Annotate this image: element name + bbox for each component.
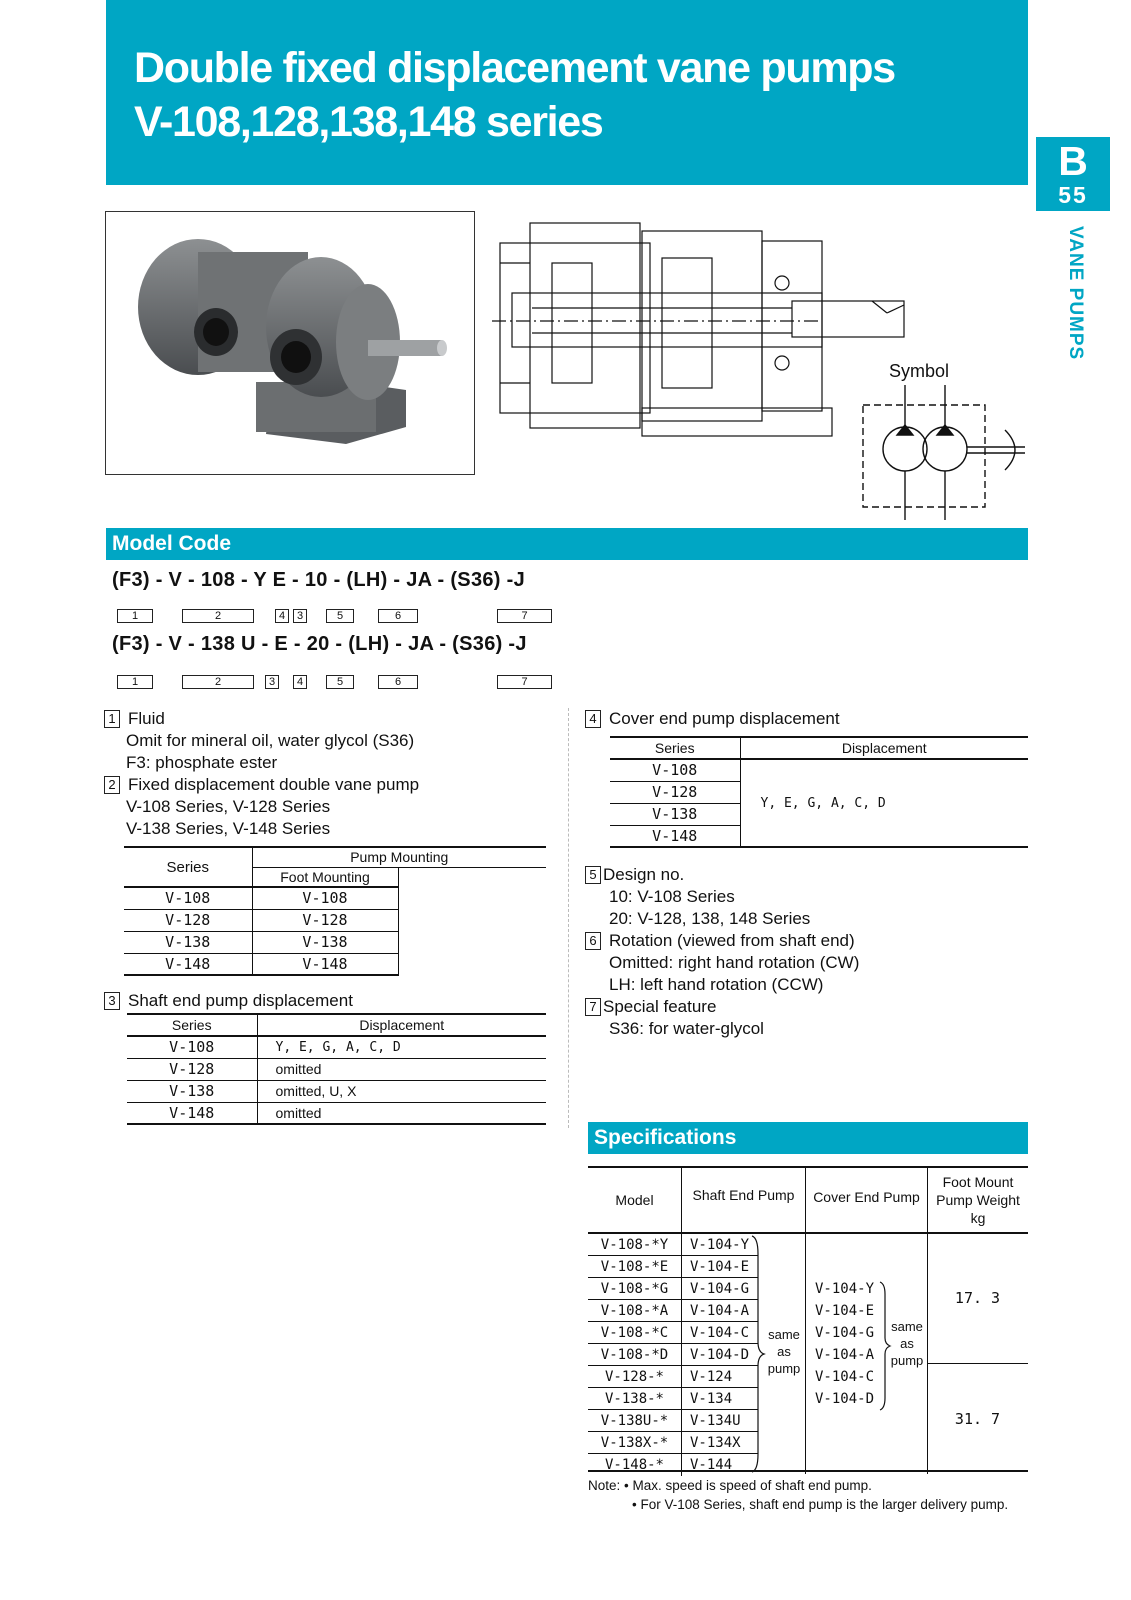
col-header-series: Series — [127, 1014, 257, 1036]
hydraulic-symbol — [855, 385, 1030, 520]
item-line: 10: V-108 Series — [609, 887, 735, 906]
cell-series: V-138 — [610, 803, 740, 825]
item-line: S36: for water-glycol — [609, 1019, 764, 1038]
section-letter: B — [1058, 138, 1088, 184]
table-row — [127, 1080, 546, 1102]
code2-box-1: 1 — [117, 675, 153, 689]
item-fluid — [104, 708, 564, 840]
cell-series: V-148 — [124, 953, 252, 975]
table-row — [124, 931, 546, 953]
code2-box-7: 7 — [497, 675, 552, 689]
col-header-pump-mounting: Pump Mounting — [252, 847, 546, 867]
item-number: 2 — [104, 776, 120, 794]
section-label: VANE PUMPS — [1065, 226, 1086, 361]
code1-box-4: 4 — [275, 609, 289, 623]
cell-shaft: V-134U — [682, 1410, 758, 1432]
cell-displacement: Y, E, G, A, C, D — [257, 1036, 546, 1058]
table-row — [127, 1058, 546, 1080]
table-row — [124, 953, 546, 975]
cell-series: V-138 — [127, 1080, 257, 1102]
page-title-line2: V-108,128,138,148 series — [134, 98, 603, 146]
cell-series: V-148 — [652, 826, 698, 845]
cell-model: V-108-*E — [588, 1256, 681, 1278]
weight-v128-148: 31. 7 — [954, 1410, 1001, 1428]
cell-model: V-108-*C — [588, 1322, 681, 1344]
cover-end-table — [610, 736, 1028, 848]
items-5-7 — [585, 864, 1025, 1040]
cell-shaft: V-104-E — [682, 1256, 758, 1278]
cell-shaft: V-104-Y — [682, 1234, 758, 1256]
cell-series: V-148 — [169, 1103, 215, 1122]
cell-cover: V-104-C — [815, 1369, 875, 1385]
item-number: 7 — [585, 998, 601, 1016]
same-as-pump-cover: same as pump — [890, 1319, 924, 1368]
cell-model: V-138U-* — [588, 1410, 681, 1432]
item-number: 1 — [104, 710, 120, 728]
table-row — [124, 887, 546, 909]
cell-model: V-108-*G — [588, 1278, 681, 1300]
model-code-example-2: (F3) - V - 138 U - E - 20 - (LH) - JA - (S36) -J — [112, 633, 527, 655]
col-header-shaft-end: Shaft End Pump — [681, 1168, 805, 1232]
item-line: F3: phosphate ester — [126, 753, 278, 772]
cell-displacement: omitted — [257, 1102, 546, 1124]
cell-mounting: V-128 — [252, 909, 398, 931]
cell-mounting: V-138 — [252, 931, 398, 953]
item-title: Design no. — [603, 865, 685, 884]
cell-shaft: V-104-D — [682, 1344, 758, 1366]
item-number: 5 — [585, 866, 601, 884]
cell-series: V-108 — [610, 759, 740, 781]
product-photo — [105, 211, 475, 475]
cross-section-drawing — [492, 213, 912, 443]
col-header-weight: Foot Mount Pump Weight kg — [927, 1168, 1028, 1232]
item-title: Shaft end pump displacement — [128, 991, 353, 1010]
col-header-series: Series — [124, 847, 252, 887]
item-line: Omitted: right hand rotation (CW) — [609, 953, 860, 972]
shaft-column — [681, 1234, 758, 1476]
cell-model: V-138X-* — [588, 1432, 681, 1454]
code1-box-2: 2 — [182, 609, 254, 623]
spec-table — [588, 1166, 1028, 1472]
col-header-foot-mounting: Foot Mounting — [252, 867, 398, 887]
cell-model: V-108-*A — [588, 1300, 681, 1322]
item-line: V-108 Series, V-128 Series — [126, 797, 331, 816]
cell-series: V-108 — [127, 1036, 257, 1058]
cell-cover: V-104-G — [815, 1325, 875, 1341]
spec-note-2: • For V-108 Series, shaft end pump is the larger delivery pump. — [632, 1497, 1009, 1512]
item-shaft-end — [104, 990, 353, 1012]
cell-cover: V-104-D — [815, 1391, 875, 1407]
weight-v108: 17. 3 — [927, 1232, 1028, 1364]
item-number: 4 — [585, 710, 601, 728]
col-header-cover-end: Cover End Pump — [805, 1168, 927, 1232]
cell-shaft: V-104-A — [682, 1300, 758, 1322]
specifications-header: Specifications — [588, 1122, 1028, 1154]
cell-shaft: V-134 — [682, 1388, 758, 1410]
item-title: Cover end pump displacement — [609, 709, 840, 728]
code2-box-4: 4 — [293, 675, 307, 689]
code1-box-1: 1 — [117, 609, 153, 623]
item-line: V-138 Series, V-148 Series — [126, 819, 331, 838]
code2-box-3: 3 — [265, 675, 279, 689]
item-line: 20: V-128, 138, 148 Series — [609, 909, 811, 928]
col-header-series: Series — [610, 737, 740, 759]
item-line: LH: left hand rotation (CCW) — [609, 975, 824, 994]
model-code-example-1: (F3) - V - 108 - Y E - 10 - (LH) - JA - (S36) -J — [112, 569, 525, 591]
cell-model: V-108-*D — [588, 1344, 681, 1366]
model-column — [588, 1234, 681, 1476]
item-cover-end — [585, 708, 840, 730]
page-title-line1: Double fixed displacement vane pumps — [134, 44, 895, 92]
item-number: 3 — [104, 992, 120, 1010]
code2-box-2: 2 — [182, 675, 254, 689]
page-number: 55 — [1058, 182, 1088, 208]
col-header-model: Model — [615, 1192, 654, 1208]
same-as-pump-shaft: same as pump — [767, 1327, 801, 1376]
table-row — [127, 1102, 546, 1124]
shaft-end-table — [127, 1013, 546, 1125]
cell-shaft: V-134X — [682, 1432, 758, 1454]
table-row — [124, 909, 546, 931]
table-row — [610, 759, 1028, 781]
section-tab — [1036, 137, 1110, 211]
mounting-table — [124, 846, 546, 976]
title-banner — [106, 0, 1028, 185]
spec-note-1: Note: • Max. speed is speed of shaft end pump. — [588, 1478, 872, 1493]
column-divider — [568, 708, 569, 1128]
item-title: Rotation (viewed from shaft end) — [609, 931, 855, 950]
cell-displacement: omitted — [257, 1058, 546, 1080]
cell-mounting: V-108 — [252, 887, 398, 909]
cell-series: V-128 — [127, 1058, 257, 1080]
col-header-displacement: Displacement — [740, 737, 1028, 759]
cell-model: V-138-* — [588, 1388, 681, 1410]
cell-series: V-108 — [124, 887, 252, 909]
cell-mounting: V-148 — [252, 953, 398, 975]
cell-series: V-128 — [610, 781, 740, 803]
item-title: Fluid — [128, 709, 165, 728]
item-title: Special feature — [603, 997, 717, 1016]
code1-box-3: 3 — [293, 609, 307, 623]
code1-box-6: 6 — [378, 609, 418, 623]
cell-displacement: Y, E, G, A, C, D — [740, 759, 1028, 847]
cell-shaft: V-104-G — [682, 1278, 758, 1300]
cell-series: V-138 — [124, 931, 252, 953]
item-line: Omit for mineral oil, water glycol (S36) — [126, 731, 415, 750]
cell-model: V-108-*Y — [588, 1234, 681, 1256]
table-row — [127, 1036, 546, 1058]
code1-box-5: 5 — [326, 609, 354, 623]
cell-cover: V-104-Y — [815, 1281, 875, 1297]
cell-cover: V-104-A — [815, 1347, 875, 1363]
cell-displacement: omitted, U, X — [257, 1080, 546, 1102]
cell-model: V-148-* — [604, 1457, 664, 1473]
cell-series: V-128 — [124, 909, 252, 931]
item-title: Fixed displacement double vane pump — [128, 775, 420, 794]
item-number: 6 — [585, 932, 601, 950]
cell-shaft: V-144 — [690, 1457, 733, 1473]
cover-column — [815, 1278, 885, 1410]
cell-model: V-128-* — [588, 1366, 681, 1388]
symbol-label: Symbol — [889, 361, 950, 381]
divider — [805, 1232, 806, 1474]
code1-box-7: 7 — [497, 609, 552, 623]
col-header-displacement: Displacement — [257, 1014, 546, 1036]
code2-box-6: 6 — [378, 675, 418, 689]
model-code-header: Model Code — [106, 528, 1028, 560]
cell-shaft: V-104-C — [682, 1322, 758, 1344]
cell-shaft: V-124 — [682, 1366, 758, 1388]
code2-box-5: 5 — [326, 675, 354, 689]
cell-cover: V-104-E — [815, 1303, 875, 1319]
